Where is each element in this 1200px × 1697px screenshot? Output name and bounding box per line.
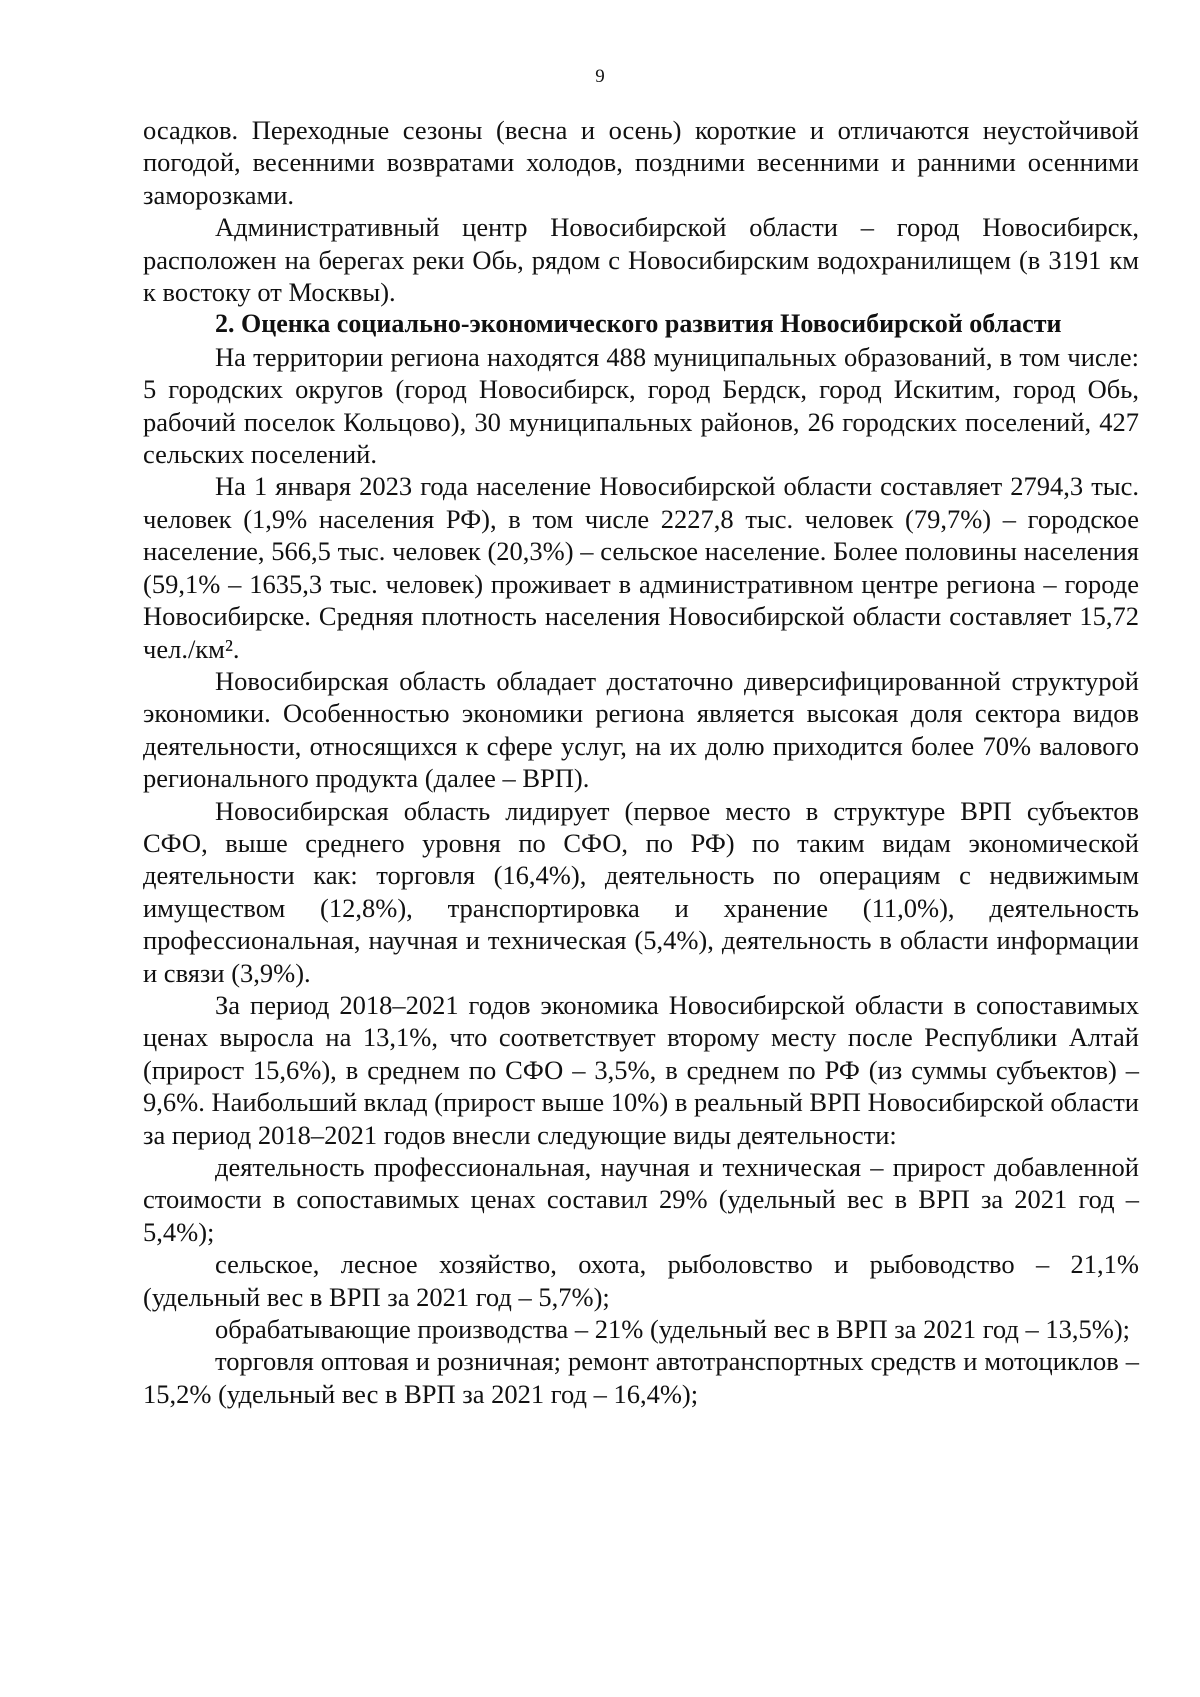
paragraph-admin-center: Административный центр Новосибирской области – город Новосибирск, расположен на берегах реки Обь, рядом с Новосибирским водохранилищем (в 3191 км к востоку от Москвы). [143,212,1139,308]
paragraph-economy-structure: Новосибирская область обладает достаточно диверсифицированной структурой экономики. Особенностью экономики региона является высокая доля сектора видов деятельности, относящихся к сфере услуг, на их долю приходится более 70% валового регионального продукта (далее – ВРП). [143,665,1139,794]
paragraph-growth: За период 2018–2021 годов экономика Новосибирской области в сопоставимых ценах выросла на 13,1%, что соответствует второму месту после Республики Алтай (прирост 15,6%), в среднем по СФО – 3,5%, в среднем по РФ (из суммы субъектов) – 9,6%. Наибольший вклад (прирост выше 10%) в реальный ВРП Новосибирской области за период 2018–2021 годов внесли следующие виды деятельности: [143,989,1139,1150]
paragraph-municipalities: На территории региона находятся 488 муниципальных образований, в том числе: 5 городских округов (город Новосибирск, город Бердск, город Искитим, город Обь, рабочий поселок Кольцово), 30 муниципальных районов, 26 городских поселений, 427 сельских поселений. [143,341,1139,470]
list-item: торговля оптовая и розничная; ремонт автотранспортных средств и мотоциклов – 15,2% (удельный вес в ВРП за 2021 год – 16,4%); [143,1346,1139,1409]
page-number: 9 [595,66,605,87]
list-item: обрабатывающие производства – 21% (удельный вес в ВРП за 2021 год – 13,5%); [215,1314,1131,1345]
list-item: деятельность профессиональная, научная и техническая – прирост добавленной стоимости в сопоставимых ценах составил 29% (удельный вес в ВРП за 2021 год – 5,4%); [143,1152,1139,1247]
list-item: сельское, лесное хозяйство, охота, рыболовство и рыбоводство – 21,1% (удельный вес в ВРП за 2021 год – 5,7%); [143,1249,1139,1312]
paragraph-leadership: Новосибирская область лидирует (первое место в структуре ВРП субъектов СФО, выше среднего уровня по СФО, по РФ) по таким видам экономической деятельности как: торговля (16,4%), деятельность по операциям с недвижимым имуществом (12,8%), транспортировка и хранение (11,0%), деятельность профессиональная, научная и техническая (5,4%), деятельность в области информации и связи (3,9%). [143,795,1139,988]
document-body [143,114,1139,1410]
section-heading: 2. Оценка социально-экономического развития Новосибирской области [215,309,1062,339]
paragraph-continuation: осадков. Переходные сезоны (весна и осень) короткие и отличаются неустойчивой погодой, весенними возвратами холодов, поздними весенними и ранними осенними заморозками. [143,115,1139,210]
paragraph-population: На 1 января 2023 года население Новосибирской области составляет 2794,3 тыс. человек (1,9% населения РФ), в том числе 2227,8 тыс. человек (79,7%) – городское население, 566,5 тыс. человек (20,3%) – сельское население. Более половины населения (59,1% – 1635,3 тыс. человек) проживает в административном центре региона – городе Новосибирске. Средняя плотность населения Новосибирской области составляет 15,72 чел./км². [143,471,1139,664]
